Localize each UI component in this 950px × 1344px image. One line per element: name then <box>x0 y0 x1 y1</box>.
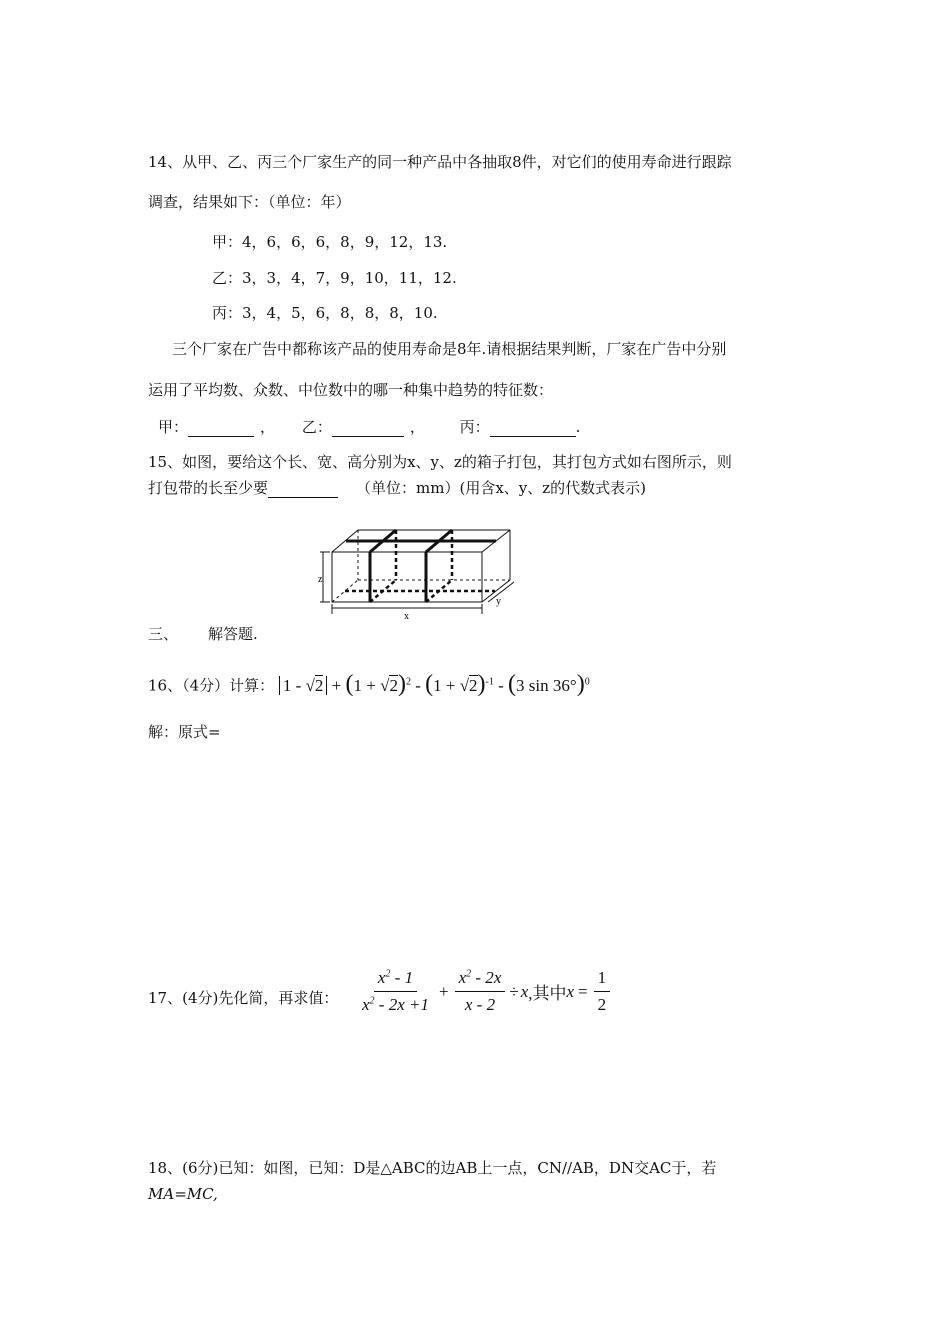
answer-blank-jia[interactable] <box>188 420 254 437</box>
q17-prefix: 17、(4分)先化简，再求值： <box>148 989 339 1007</box>
section-heading <box>148 624 258 644</box>
q14-line1: 14、从甲、乙、丙三个厂家生产的同一种产品中各抽取8件，对它们的使用寿命进行跟踪 <box>148 153 732 171</box>
q16-solution: 解：原式= <box>148 723 221 741</box>
q15-line2-start: 打包带的长至少要 <box>148 479 269 497</box>
q17-line <box>148 986 338 1010</box>
q17-expression: $\frac{x^2 - 1}{x^2 - 2x +1}$ + $\frac{x^2 - 2x}{x - 2}$ ÷ x ,其中 x = $\frac{1}{2}$ <box>356 968 612 1015</box>
section-title: 解答题. <box>208 625 258 643</box>
q14-answer-row <box>158 417 580 437</box>
section-number: 三、 <box>148 625 179 643</box>
q16-line <box>148 672 590 696</box>
q16-expression: $1 - √2 + (1 + √2)^2 - (1 + √2)^{-1} - (3$ sin 36°)$^0$ <box>279 676 590 695</box>
q14-line4: 运用了平均数、众数、中位数中的哪一种集中趋势的特征数： <box>148 381 554 399</box>
q14-data-jia: 甲：4，6，6，6，8，9，12，13. <box>212 233 448 251</box>
q18-line2: MA=MC, <box>148 1185 218 1203</box>
answer-label-bing: 丙： <box>459 418 490 436</box>
q15-line1: 15、如图，要给这个长、宽、高分别为x、y、z的箱子打包，其打包方式如右图所示，则 <box>148 453 732 471</box>
q14-line3: 三个厂家在广告中都称该产品的使用寿命是8年.请根据结果判断，厂家在广告中分别 <box>172 340 727 358</box>
answer-blank-yi[interactable] <box>332 420 404 437</box>
answer-sep: ， <box>260 418 276 436</box>
q15-line2-end: （单位：mm）(用含x、y、z的代数式表示) <box>356 479 647 497</box>
dim-z-label: z <box>318 574 323 585</box>
q15-answer-blank[interactable] <box>268 481 338 498</box>
answer-label-yi: 乙： <box>301 418 332 436</box>
q18-line1: 18、(6分)已知：如图，已知：D是△ABC的边AB上一点，CN//AB，DN交AC于，若 <box>148 1159 717 1177</box>
q15-line2 <box>148 478 646 498</box>
box-packing-figure <box>318 522 530 622</box>
answer-sep: ， <box>409 418 425 436</box>
q14-line2: 调查，结果如下：（单位：年） <box>148 193 351 211</box>
q16-prefix: 16、（4分）计算： <box>148 676 275 695</box>
q14-data-bing: 丙：3，4，5，6，8，8，8，10. <box>212 304 438 322</box>
dim-y-label: y <box>496 596 501 607</box>
q14-data-yi: 乙：3，3，4，7，9，10，11，12. <box>212 269 457 287</box>
answer-blank-bing[interactable] <box>490 420 576 437</box>
answer-label-jia: 甲： <box>158 418 189 436</box>
answer-end: . <box>575 418 581 436</box>
q17-tail: ,其中 <box>528 984 567 1003</box>
dim-x-label: x <box>404 611 409 622</box>
